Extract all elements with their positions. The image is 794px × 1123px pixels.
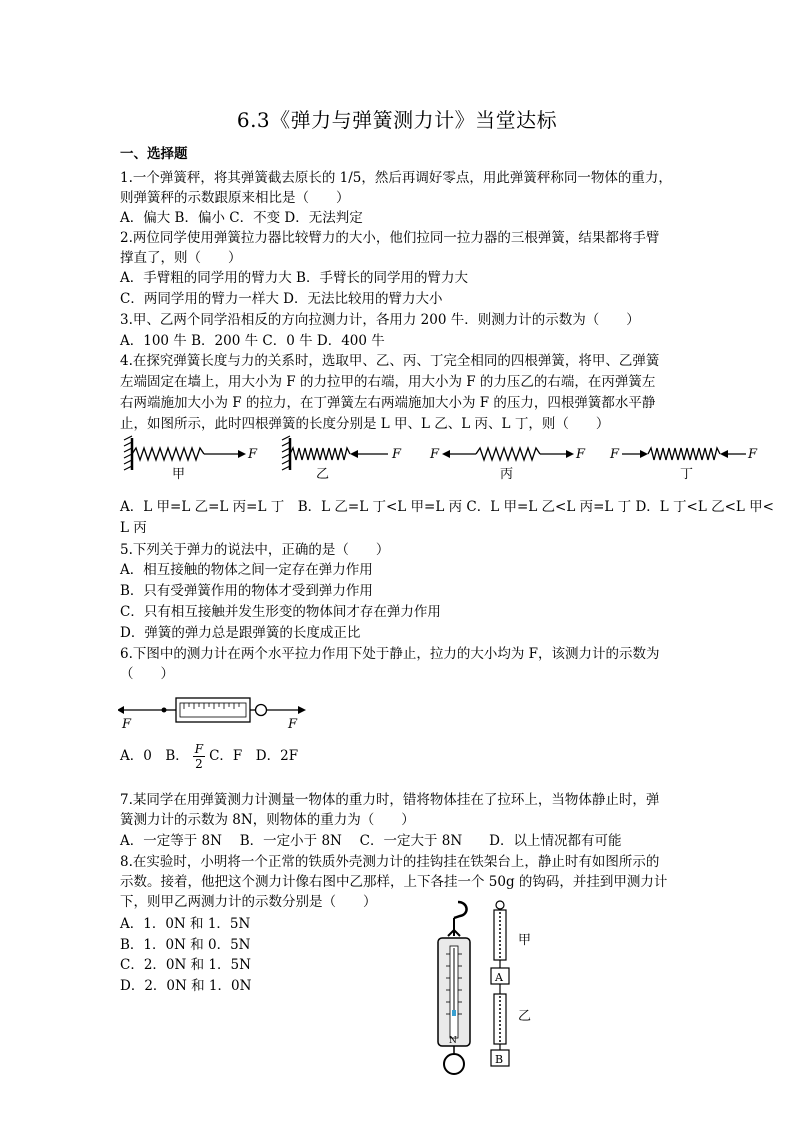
q2-stem-line1: 2.两位同学使用弹簧拉力器比较臂力的大小，他们拉同一拉力器的三根弹簧，结果都将手臂 [120, 230, 660, 246]
q6-option-cd: C．F D．2F [209, 748, 299, 764]
q6-stem-line2: （ ） [120, 666, 174, 682]
page-title: 6.3《弹力与弹簧测力计》当堂达标 [236, 108, 558, 132]
q3-stem: 3.甲、乙两个同学沿相反的方向拉测力计，各用力 200 牛．则测力计的示数为（ ） [120, 312, 640, 328]
q8-option-b: B．1．0N 和 0．5N [120, 937, 251, 953]
q6-option-ab: A．0 B． [120, 748, 189, 764]
q1-options: A．偏大 B．偏小 C．不变 D．无法判定 [120, 210, 363, 226]
q4-stem-line2: 左端固定在墙上，用大小为 F 的力拉甲的右端，用大小为 F 的力压乙的右端，在丙弹簧左 [120, 374, 656, 390]
q4-options-line2: L 丙 [120, 520, 147, 536]
q8-stem-line1: 8.在实验时，小明将一个正常的铁质外壳测力计的挂钩挂在铁架台上，静止时有如图所示的 [120, 854, 660, 870]
q4-stem-line4: 止，如图所示，此时四根弹簧的长度分别是 L 甲、L 乙、L 丙、L 丁，则（ ） [120, 416, 610, 432]
q8-option-c: C．2．0N 和 1．5N [120, 957, 251, 973]
q8-stem-line2: 示数。接着，他把这个测力计像右图中乙那样，上下各挂一个 50g 的钩码，并挂到甲测力计 [120, 874, 668, 890]
q8-unit-label: N [449, 1036, 457, 1046]
q7-stem-line2: 簧测力计的示数为 8N，则物体的重力为（ ） [120, 812, 415, 828]
q6-spring-scale-figure [118, 690, 308, 730]
fraction-numerator: F [194, 742, 204, 756]
force-label-yi: F [392, 447, 402, 462]
fraction-denominator: 2 [195, 757, 203, 771]
q7-options: A．一定等于 8N B．一定小于 8N C．一定大于 8N D．以上情况都有可能 [120, 833, 622, 849]
q5-option-a: A．相互接触的物体之间一定存在弹力作用 [120, 562, 373, 578]
force-label-ding-right: F [748, 447, 758, 462]
q8-label-jia: 甲 [518, 933, 532, 948]
q8-stem-line3: 下，则甲乙两测力计的示数分别是（ ） [120, 894, 377, 910]
q6-options [120, 742, 298, 771]
q2-options-cd: C．两同学用的臂力一样大 D．无法比较用的臂力大小 [120, 291, 443, 307]
q7-stem-line1: 7.某同学在用弹簧测力计测量一物体的重力时，错将物体挂在了拉环上，当物体静止时，弹 [120, 792, 660, 808]
force-label-bing-left: F [430, 447, 440, 462]
force-label-ding-left: F [610, 447, 620, 462]
q8-weight-b: B [495, 1053, 504, 1066]
q8-weight-a: A [495, 971, 503, 984]
force-label-bing-right: F [576, 447, 586, 462]
q8-label-yi: 乙 [518, 1009, 532, 1024]
q5-option-b: B．只有受弹簧作用的物体才受到弹力作用 [120, 583, 373, 599]
q8-option-a: A．1．0N 和 1．5N [120, 916, 251, 932]
q8-option-d: D．2．0N 和 1．0N [120, 978, 252, 994]
q6-force-right: F [288, 717, 298, 730]
q5-stem: 5.下列关于弹力的说法中，正确的是（ ） [120, 542, 390, 558]
spring-bing [429, 447, 586, 482]
spring-jia [124, 436, 258, 482]
label-ding: 丁 [680, 467, 694, 482]
q4-stem-line3: 右两端施加大小为 F 的拉力，在丁弹簧左右两端施加大小为 F 的压力，四根弹簧都水平静 [120, 395, 656, 411]
q1-stem-line2: 则弹簧秤的示数跟原来相比是（ ） [120, 190, 350, 206]
q3-options: A．100 牛 B．200 牛 C．0 牛 D．400 牛 [120, 333, 385, 349]
q4-springs-figure [120, 432, 765, 482]
label-bing: 丙 [500, 467, 514, 482]
q6-stem-line1: 6.下图中的测力计在两个水平拉力作用下处于静止，拉力的大小均为 F，该测力计的示数为 [120, 646, 660, 662]
label-jia: 甲 [172, 467, 186, 482]
spring-ding [609, 447, 758, 482]
q5-option-d: D．弹簧的弹力总是跟弹簧的长度成正比 [120, 625, 361, 641]
spring-yi [282, 436, 402, 482]
label-yi: 乙 [316, 467, 330, 482]
q4-options-line1: A．L 甲=L 乙=L 丙=L 丁 B．L 乙=L 丁<L 甲=L 丙 C．L 甲=L 乙<L 丙=L 丁 D．L 丁<L 乙<L 甲< [120, 499, 774, 515]
q5-option-c: C．只有相互接触并发生形变的物体间才存在弹力作用 [120, 604, 441, 620]
q6-force-left: F [122, 717, 132, 730]
q6-fraction [193, 742, 205, 771]
q2-options-ab: A．手臂粗的同学用的臂力大 B．手臂长的同学用的臂力大 [120, 270, 468, 286]
q8-two-scales-figure [486, 898, 546, 1070]
force-label-jia: F [248, 447, 258, 462]
q1-stem-line1: 1.一个弹簧秤，将其弹簧截去原长的 1/5，然后再调好零点，用此弹簧秤称同一物体的重力， [120, 170, 672, 186]
section-heading: 一、选择题 [120, 146, 188, 162]
q8-spring-scale-figure [424, 898, 484, 1078]
q2-stem-line2: 撑直了，则（ ） [120, 250, 242, 266]
q4-stem-line1: 4.在探究弹簧长度与力的关系时，选取甲、乙、丙、丁完全相同的四根弹簧，将甲、乙弹簧 [120, 353, 660, 369]
